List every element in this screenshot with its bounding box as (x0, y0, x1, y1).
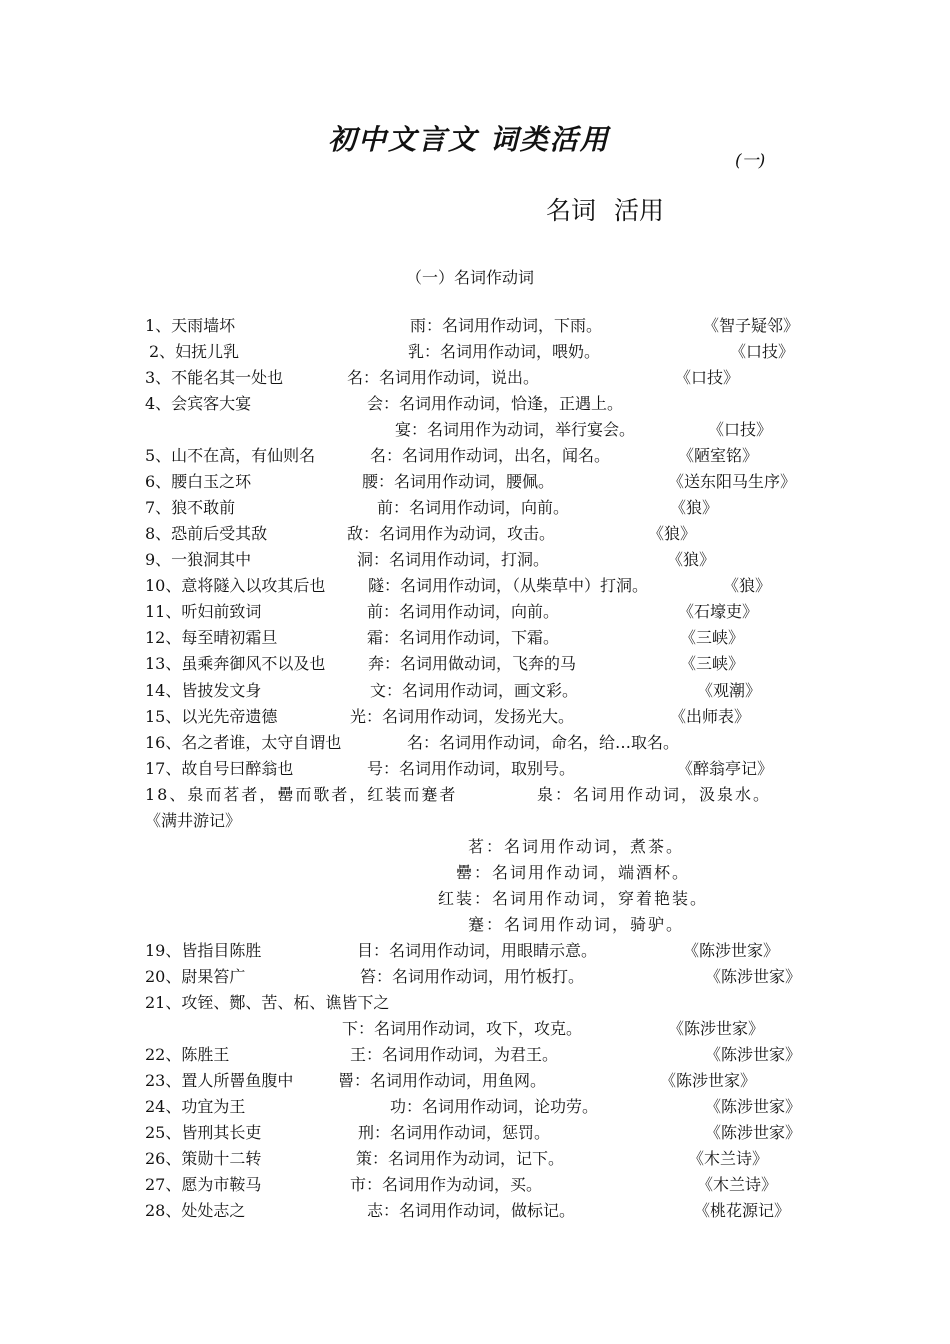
entry-source: 《陈涉世家》 (705, 1097, 802, 1116)
title-number: (一) (735, 151, 766, 171)
entry-note: 隧：名词用作动词，（从柴草中）打洞。 (368, 576, 649, 595)
entry-phrase: 14、皆披发文身 (145, 681, 262, 700)
entry-row (0, 495, 950, 521)
entry-phrase: 23、置人所罾鱼腹中 (145, 1071, 294, 1090)
entry-note: 下：名词用作动词，攻下，攻克。 (342, 1019, 583, 1038)
entry-row (0, 1120, 950, 1146)
entry-row (0, 573, 950, 599)
entry-source: 《木兰诗》 (697, 1175, 778, 1194)
page-title: 初中文言文 词类活用 (328, 123, 610, 156)
entry-row (0, 1172, 950, 1198)
entry-source: 《狼》 (670, 498, 719, 517)
entry-source: 《陈涉世家》 (683, 941, 780, 960)
entry-phrase: 15、以光先帝遗德 (145, 707, 278, 726)
entry-row (0, 651, 950, 677)
entry-note: 雨：名词用作动词，下雨。 (410, 316, 603, 335)
entry-note: 名：名词用作动词，说出。 (347, 368, 540, 387)
entry-phrase: 1、天雨墙坏 (145, 316, 236, 335)
entry-row (0, 964, 950, 990)
entry-note: 乳：名词用作动词，喂奶。 (408, 342, 601, 361)
entry-note: 文：名词用作动词，画文彩。 (370, 681, 579, 700)
entry-phrase: 24、功宜为王 (145, 1097, 246, 1116)
entry-source: 《桃花源记》 (694, 1201, 791, 1220)
entry-phrase: 2、妇抚儿乳 (149, 342, 240, 361)
entry-source: 《陈涉世家》 (705, 1045, 802, 1064)
entry-row (0, 1016, 950, 1042)
entry-source: 《陈涉世家》 (705, 1123, 802, 1142)
entry-phrase: 4、会宾客大宴 (145, 394, 252, 413)
entry-phrase: 10、意将隧入以攻其后也 (145, 576, 326, 595)
entry-phrase: 5、山不在高，有仙则名 (145, 446, 316, 465)
entry-phrase: 《满井游记》 (145, 811, 242, 830)
entry-source: 《陈涉世家》 (660, 1071, 757, 1090)
entry-note: 光：名词用作动词，发扬光大。 (350, 707, 575, 726)
entry-note: 奔：名词用做动词，飞奔的马 (368, 654, 577, 673)
entry-row (0, 1068, 950, 1094)
entry-note: 号：名词用作动词，取别号。 (367, 759, 576, 778)
entry-note: 罾：名词用作动词，用鱼网。 (338, 1071, 547, 1090)
entry-row (0, 756, 950, 782)
entry-source: 《陈涉世家》 (705, 967, 802, 986)
entry-source: 《陋室铭》 (678, 446, 759, 465)
entry-source: 《口技》 (708, 420, 773, 439)
entry-row (0, 860, 950, 886)
entry-phrase: 21、攻铚、酂、苦、柘、谯皆下之 (145, 993, 390, 1012)
entry-row (0, 886, 950, 912)
entry-row (0, 730, 950, 756)
entry-phrase: 9、一狼洞其中 (145, 550, 252, 569)
entry-note: 霜：名词用作动词，下霜。 (367, 628, 560, 647)
entry-note: 洞：名词用作动词，打洞。 (357, 550, 550, 569)
entry-row (0, 547, 950, 573)
entry-note: 茗：名词用作动词，煮茶。 (468, 837, 685, 856)
entry-source: 《送东阳马生序》 (668, 472, 797, 491)
entry-note: 志：名词用作动词，做标记。 (367, 1201, 576, 1220)
entry-source: 《木兰诗》 (688, 1149, 769, 1168)
entry-row (0, 625, 950, 651)
entry-note: 策：名词用作为动词，记下。 (356, 1149, 565, 1168)
entry-phrase: 12、每至晴初霜旦 (145, 628, 278, 647)
entry-phrase: 19、皆指目陈胜 (145, 941, 262, 960)
entry-row (0, 678, 950, 704)
entry-phrase: 16、名之者谁，太守自谓也 (145, 733, 342, 752)
entry-note: 市：名词用作为动词，买。 (350, 1175, 543, 1194)
entry-phrase: 28、处处志之 (145, 1201, 246, 1220)
entry-source: 《观潮》 (697, 681, 762, 700)
entry-phrase: 25、皆刑其长吏 (145, 1123, 262, 1142)
entry-row (0, 391, 950, 417)
entry-row (0, 1146, 950, 1172)
entry-note: 刑：名词用作动词，惩罚。 (358, 1123, 551, 1142)
entry-row (0, 417, 950, 443)
entry-source: 《陈涉世家》 (668, 1019, 765, 1038)
entry-row (0, 1198, 950, 1224)
entry-source: 《三峡》 (680, 628, 745, 647)
entry-note: 名：名词用作动词，出名，闻名。 (370, 446, 611, 465)
entry-phrase: 17、故自号曰醉翁也 (145, 759, 294, 778)
entry-note: 蹇：名词用作动词，骑驴。 (468, 915, 685, 934)
entry-note: 红装：名词用作动词，穿着艳装。 (438, 889, 709, 908)
entry-row (0, 912, 950, 938)
entry-row (0, 1094, 950, 1120)
entry-note: 前：名词用作动词，向前。 (377, 498, 570, 517)
entry-source: 《智子疑邻》 (703, 316, 800, 335)
entry-note: 罍：名词用作动词，端酒杯。 (456, 863, 691, 882)
entry-note: 笞：名词用作动词，用竹板打。 (360, 967, 585, 986)
entry-row (0, 365, 950, 391)
entry-phrase: 6、腰白玉之环 (145, 472, 252, 491)
entry-row (0, 834, 950, 860)
entry-source: 《口技》 (675, 368, 740, 387)
entry-phrase: 3、不能名其一处也 (145, 368, 284, 387)
entry-row (0, 782, 950, 808)
entry-source: 《狼》 (723, 576, 772, 595)
entry-note: 前：名词用作动词，向前。 (367, 602, 560, 621)
entry-note: 功：名词用作动词，论功劳。 (390, 1097, 599, 1116)
page-subtitle: 名词 活用 (546, 196, 664, 225)
entry-note: 泉：名词用作动词，汲泉水。 (537, 785, 772, 804)
entry-row (0, 990, 950, 1016)
entry-source: 《出师表》 (670, 707, 751, 726)
entry-source: 《狼》 (648, 524, 697, 543)
entry-phrase: 20、尉果笞广 (145, 967, 246, 986)
entry-phrase: 26、策勋十二转 (145, 1149, 262, 1168)
entry-source: 《石壕吏》 (678, 602, 759, 621)
entry-phrase: 22、陈胜王 (145, 1045, 230, 1064)
entry-phrase: 8、恐前后受其敌 (145, 524, 268, 543)
entry-row (0, 443, 950, 469)
section-heading: （一）名词作动词 (406, 268, 535, 287)
entry-source: 《醉翁亭记》 (677, 759, 774, 778)
entry-note: 会：名词用作动词，恰逢，正遇上。 (367, 394, 624, 413)
entry-row (0, 339, 950, 365)
entry-row (0, 808, 950, 834)
entry-note: 王：名词用作动词，为君王。 (350, 1045, 559, 1064)
entry-phrase: 13、虽乘奔御风不以及也 (145, 654, 326, 673)
entry-phrase: 27、愿为市鞍马 (145, 1175, 262, 1194)
entry-note: 腰：名词用作动词，腰佩。 (362, 472, 555, 491)
entry-row (0, 1042, 950, 1068)
entry-source: 《口技》 (730, 342, 795, 361)
entry-row (0, 599, 950, 625)
entry-note: 名：名词用作动词，命名，给…取名。 (407, 733, 680, 752)
entry-note: 目：名词用作动词，用眼睛示意。 (357, 941, 598, 960)
entry-row (0, 313, 950, 339)
entry-row (0, 704, 950, 730)
entry-phrase: 18、泉而茗者，罍而歌者，红装而蹇者 (145, 785, 458, 804)
entry-row (0, 521, 950, 547)
entry-phrase: 7、狼不敢前 (145, 498, 236, 517)
entry-note: 宴：名词用作为动词，举行宴会。 (395, 420, 636, 439)
entry-source: 《三峡》 (680, 654, 745, 673)
entry-row (0, 469, 950, 495)
entry-row (0, 938, 950, 964)
entry-source: 《狼》 (667, 550, 716, 569)
entry-note: 敌：名词用作为动词，攻击。 (347, 524, 556, 543)
entry-phrase: 11、听妇前致词 (145, 602, 262, 621)
